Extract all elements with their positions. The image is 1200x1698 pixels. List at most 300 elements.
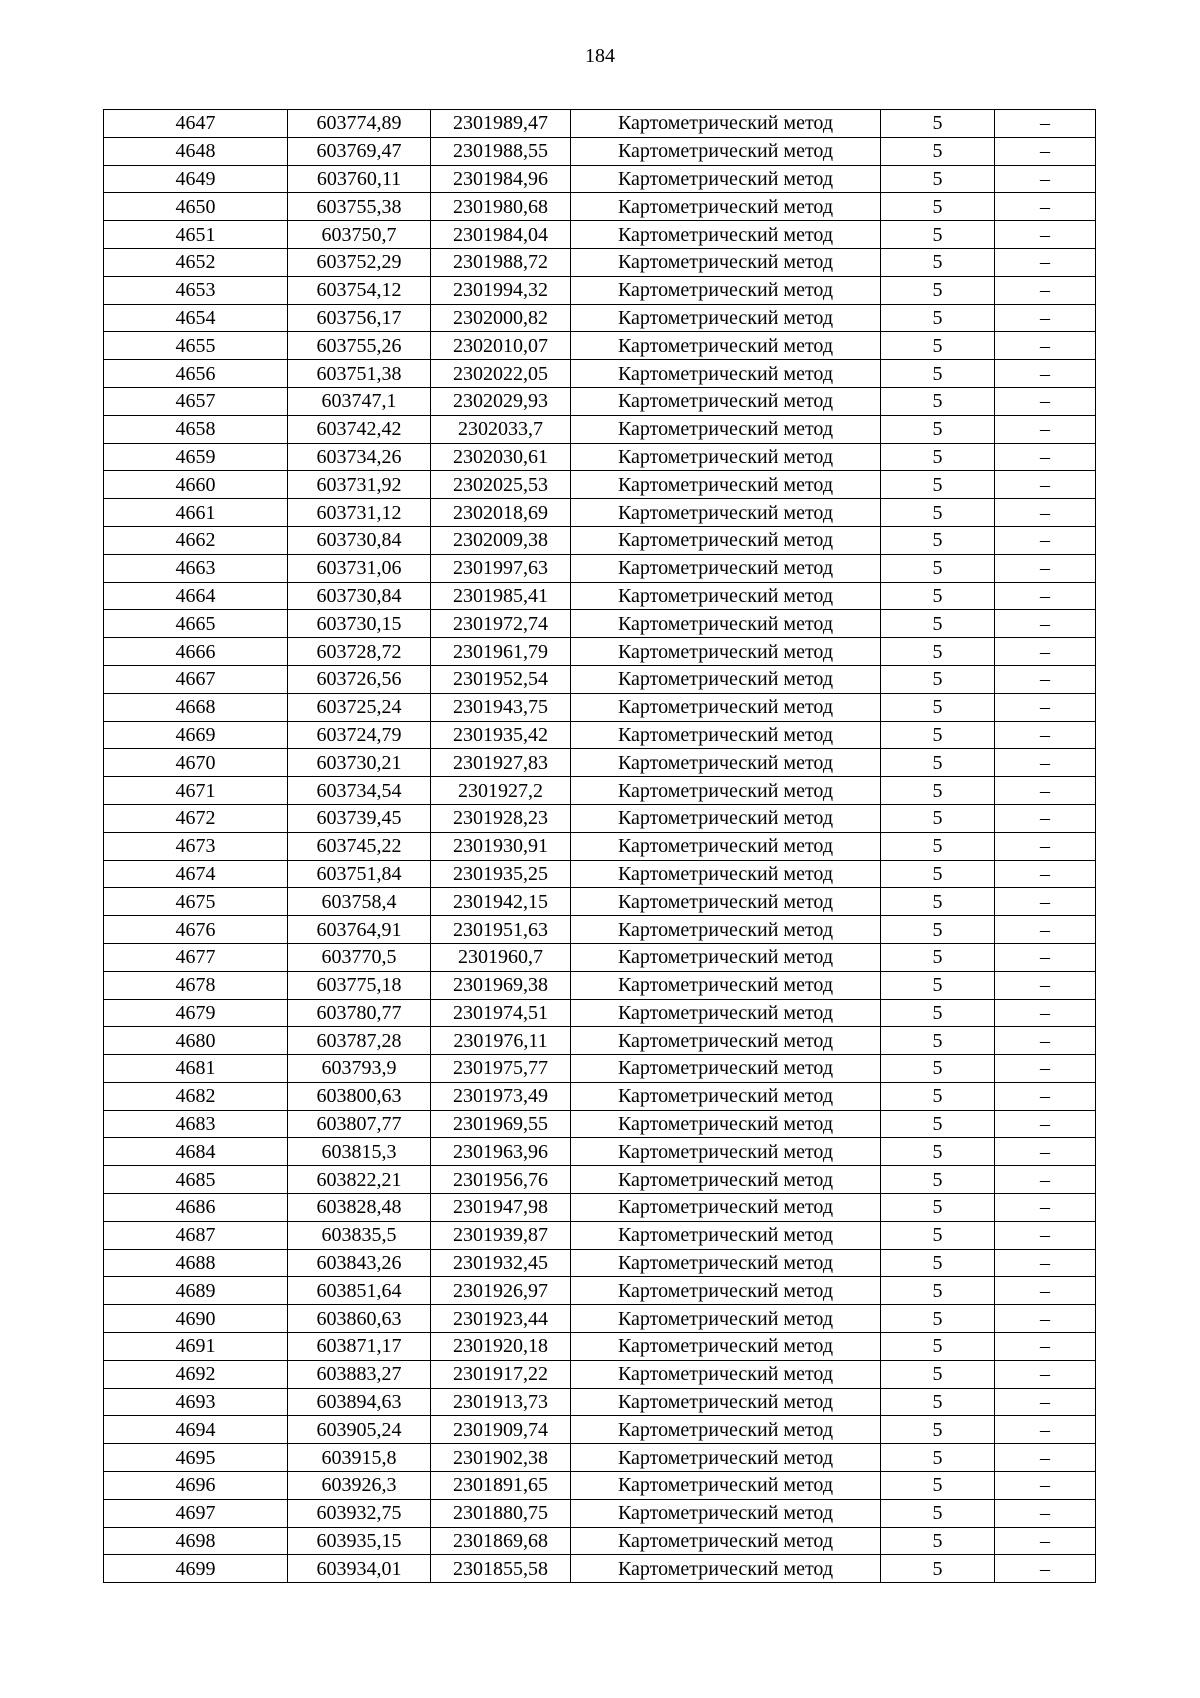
note-cell: – <box>995 1444 1096 1472</box>
method-cell: Картометрический метод <box>571 1444 881 1472</box>
note-cell: – <box>995 749 1096 777</box>
note-cell: – <box>995 526 1096 554</box>
table-row <box>104 193 1096 221</box>
point-number-cell: 4659 <box>104 443 288 471</box>
accuracy-cell: 5 <box>881 526 995 554</box>
accuracy-cell: 5 <box>881 1110 995 1138</box>
table-row <box>104 721 1096 749</box>
x-coordinate-cell: 603871,17 <box>288 1333 431 1361</box>
table-row <box>104 999 1096 1027</box>
accuracy-cell: 5 <box>881 1277 995 1305</box>
accuracy-cell: 5 <box>881 360 995 388</box>
method-cell: Картометрический метод <box>571 804 881 832</box>
method-cell: Картометрический метод <box>571 1416 881 1444</box>
y-coordinate-cell: 2301926,97 <box>431 1277 571 1305</box>
note-cell: – <box>995 471 1096 499</box>
point-number-cell: 4662 <box>104 526 288 554</box>
note-cell: – <box>995 1110 1096 1138</box>
x-coordinate-cell: 603747,1 <box>288 387 431 415</box>
table-row <box>104 221 1096 249</box>
note-cell: – <box>995 554 1096 582</box>
y-coordinate-cell: 2301880,75 <box>431 1499 571 1527</box>
x-coordinate-cell: 603724,79 <box>288 721 431 749</box>
x-coordinate-cell: 603780,77 <box>288 999 431 1027</box>
table-row <box>104 1388 1096 1416</box>
accuracy-cell: 5 <box>881 693 995 721</box>
note-cell: – <box>995 137 1096 165</box>
accuracy-cell: 5 <box>881 1444 995 1472</box>
accuracy-cell: 5 <box>881 471 995 499</box>
x-coordinate-cell: 603807,77 <box>288 1110 431 1138</box>
x-coordinate-cell: 603755,26 <box>288 332 431 360</box>
note-cell: – <box>995 582 1096 610</box>
method-cell: Картометрический метод <box>571 110 881 138</box>
x-coordinate-cell: 603934,01 <box>288 1555 431 1583</box>
table-row <box>104 1360 1096 1388</box>
point-number-cell: 4692 <box>104 1360 288 1388</box>
x-coordinate-cell: 603730,15 <box>288 610 431 638</box>
note-cell: – <box>995 1499 1096 1527</box>
accuracy-cell: 5 <box>881 276 995 304</box>
y-coordinate-cell: 2301980,68 <box>431 193 571 221</box>
y-coordinate-cell: 2302000,82 <box>431 304 571 332</box>
note-cell: – <box>995 1555 1096 1583</box>
note-cell: – <box>995 943 1096 971</box>
table-row <box>104 1527 1096 1555</box>
y-coordinate-cell: 2301963,96 <box>431 1138 571 1166</box>
note-cell: – <box>995 665 1096 693</box>
method-cell: Картометрический метод <box>571 1055 881 1083</box>
y-coordinate-cell: 2301974,51 <box>431 999 571 1027</box>
x-coordinate-cell: 603758,4 <box>288 888 431 916</box>
table-row <box>104 360 1096 388</box>
method-cell: Картометрический метод <box>571 1472 881 1500</box>
point-number-cell: 4668 <box>104 693 288 721</box>
point-number-cell: 4672 <box>104 804 288 832</box>
method-cell: Картометрический метод <box>571 888 881 916</box>
accuracy-cell: 5 <box>881 1388 995 1416</box>
method-cell: Картометрический метод <box>571 1138 881 1166</box>
method-cell: Картометрический метод <box>571 193 881 221</box>
table-row <box>104 1472 1096 1500</box>
accuracy-cell: 5 <box>881 221 995 249</box>
y-coordinate-cell: 2302009,38 <box>431 526 571 554</box>
accuracy-cell: 5 <box>881 1194 995 1222</box>
point-number-cell: 4682 <box>104 1082 288 1110</box>
note-cell: – <box>995 415 1096 443</box>
y-coordinate-cell: 2301975,77 <box>431 1055 571 1083</box>
y-coordinate-cell: 2301985,41 <box>431 582 571 610</box>
table-row <box>104 1082 1096 1110</box>
point-number-cell: 4652 <box>104 248 288 276</box>
y-coordinate-cell: 2301951,63 <box>431 916 571 944</box>
y-coordinate-cell: 2301869,68 <box>431 1527 571 1555</box>
y-coordinate-cell: 2301988,72 <box>431 248 571 276</box>
y-coordinate-cell: 2301928,23 <box>431 804 571 832</box>
method-cell: Картометрический метод <box>571 1333 881 1361</box>
x-coordinate-cell: 603728,72 <box>288 638 431 666</box>
y-coordinate-cell: 2302030,61 <box>431 443 571 471</box>
y-coordinate-cell: 2302025,53 <box>431 471 571 499</box>
y-coordinate-cell: 2301972,74 <box>431 610 571 638</box>
note-cell: – <box>995 1082 1096 1110</box>
note-cell: – <box>995 860 1096 888</box>
accuracy-cell: 5 <box>881 1166 995 1194</box>
note-cell: – <box>995 276 1096 304</box>
method-cell: Картометрический метод <box>571 860 881 888</box>
table-row <box>104 110 1096 138</box>
x-coordinate-cell: 603851,64 <box>288 1277 431 1305</box>
method-cell: Картометрический метод <box>571 916 881 944</box>
table-row <box>104 860 1096 888</box>
method-cell: Картометрический метод <box>571 1082 881 1110</box>
table-row <box>104 471 1096 499</box>
x-coordinate-cell: 603731,06 <box>288 554 431 582</box>
method-cell: Картометрический метод <box>571 693 881 721</box>
method-cell: Картометрический метод <box>571 276 881 304</box>
accuracy-cell: 5 <box>881 193 995 221</box>
note-cell: – <box>995 221 1096 249</box>
point-number-cell: 4651 <box>104 221 288 249</box>
accuracy-cell: 5 <box>881 499 995 527</box>
table-row <box>104 693 1096 721</box>
note-cell: – <box>995 360 1096 388</box>
y-coordinate-cell: 2301909,74 <box>431 1416 571 1444</box>
method-cell: Картометрический метод <box>571 1194 881 1222</box>
point-number-cell: 4680 <box>104 1027 288 1055</box>
accuracy-cell: 5 <box>881 638 995 666</box>
point-number-cell: 4675 <box>104 888 288 916</box>
y-coordinate-cell: 2301935,42 <box>431 721 571 749</box>
accuracy-cell: 5 <box>881 1221 995 1249</box>
x-coordinate-cell: 603828,48 <box>288 1194 431 1222</box>
note-cell: – <box>995 1527 1096 1555</box>
accuracy-cell: 5 <box>881 1472 995 1500</box>
point-number-cell: 4656 <box>104 360 288 388</box>
table-row <box>104 804 1096 832</box>
table-row <box>104 1499 1096 1527</box>
point-number-cell: 4686 <box>104 1194 288 1222</box>
point-number-cell: 4663 <box>104 554 288 582</box>
note-cell: – <box>995 777 1096 805</box>
table-row <box>104 582 1096 610</box>
table-row <box>104 1249 1096 1277</box>
y-coordinate-cell: 2301891,65 <box>431 1472 571 1500</box>
y-coordinate-cell: 2301943,75 <box>431 693 571 721</box>
note-cell: – <box>995 248 1096 276</box>
table-row <box>104 415 1096 443</box>
accuracy-cell: 5 <box>881 1055 995 1083</box>
table-row <box>104 1027 1096 1055</box>
table-row <box>104 888 1096 916</box>
note-cell: – <box>995 1333 1096 1361</box>
accuracy-cell: 5 <box>881 1555 995 1583</box>
y-coordinate-cell: 2301969,38 <box>431 971 571 999</box>
page-number: 184 <box>585 45 615 67</box>
table-row <box>104 1333 1096 1361</box>
point-number-cell: 4673 <box>104 832 288 860</box>
y-coordinate-cell: 2301976,11 <box>431 1027 571 1055</box>
point-number-cell: 4679 <box>104 999 288 1027</box>
y-coordinate-cell: 2301973,49 <box>431 1082 571 1110</box>
x-coordinate-cell: 603751,84 <box>288 860 431 888</box>
note-cell: – <box>995 1138 1096 1166</box>
accuracy-cell: 5 <box>881 1249 995 1277</box>
accuracy-cell: 5 <box>881 749 995 777</box>
table-row <box>104 665 1096 693</box>
x-coordinate-cell: 603764,91 <box>288 916 431 944</box>
accuracy-cell: 5 <box>881 971 995 999</box>
accuracy-cell: 5 <box>881 832 995 860</box>
coordinates-table <box>103 109 1096 1583</box>
point-number-cell: 4649 <box>104 165 288 193</box>
x-coordinate-cell: 603769,47 <box>288 137 431 165</box>
x-coordinate-cell: 603731,12 <box>288 499 431 527</box>
y-coordinate-cell: 2301952,54 <box>431 665 571 693</box>
method-cell: Картометрический метод <box>571 471 881 499</box>
x-coordinate-cell: 603751,38 <box>288 360 431 388</box>
point-number-cell: 4669 <box>104 721 288 749</box>
x-coordinate-cell: 603926,3 <box>288 1472 431 1500</box>
x-coordinate-cell: 603734,54 <box>288 777 431 805</box>
method-cell: Картометрический метод <box>571 1360 881 1388</box>
x-coordinate-cell: 603726,56 <box>288 665 431 693</box>
x-coordinate-cell: 603915,8 <box>288 1444 431 1472</box>
point-number-cell: 4697 <box>104 1499 288 1527</box>
y-coordinate-cell: 2301984,96 <box>431 165 571 193</box>
note-cell: – <box>995 304 1096 332</box>
accuracy-cell: 5 <box>881 943 995 971</box>
accuracy-cell: 5 <box>881 248 995 276</box>
note-cell: – <box>995 332 1096 360</box>
point-number-cell: 4683 <box>104 1110 288 1138</box>
y-coordinate-cell: 2301956,76 <box>431 1166 571 1194</box>
x-coordinate-cell: 603730,21 <box>288 749 431 777</box>
note-cell: – <box>995 1472 1096 1500</box>
accuracy-cell: 5 <box>881 304 995 332</box>
method-cell: Картометрический метод <box>571 582 881 610</box>
method-cell: Картометрический метод <box>571 638 881 666</box>
y-coordinate-cell: 2301913,73 <box>431 1388 571 1416</box>
table-row <box>104 1138 1096 1166</box>
point-number-cell: 4665 <box>104 610 288 638</box>
x-coordinate-cell: 603883,27 <box>288 1360 431 1388</box>
y-coordinate-cell: 2301969,55 <box>431 1110 571 1138</box>
table-row <box>104 638 1096 666</box>
accuracy-cell: 5 <box>881 1499 995 1527</box>
point-number-cell: 4684 <box>104 1138 288 1166</box>
note-cell: – <box>995 443 1096 471</box>
accuracy-cell: 5 <box>881 110 995 138</box>
note-cell: – <box>995 610 1096 638</box>
x-coordinate-cell: 603835,5 <box>288 1221 431 1249</box>
y-coordinate-cell: 2301855,58 <box>431 1555 571 1583</box>
note-cell: – <box>995 1277 1096 1305</box>
method-cell: Картометрический метод <box>571 387 881 415</box>
method-cell: Картометрический метод <box>571 1555 881 1583</box>
y-coordinate-cell: 2301942,15 <box>431 888 571 916</box>
y-coordinate-cell: 2301927,2 <box>431 777 571 805</box>
method-cell: Картометрический метод <box>571 1277 881 1305</box>
table-row <box>104 304 1096 332</box>
accuracy-cell: 5 <box>881 332 995 360</box>
point-number-cell: 4670 <box>104 749 288 777</box>
coordinates-table-body <box>104 110 1096 1583</box>
x-coordinate-cell: 603860,63 <box>288 1305 431 1333</box>
note-cell: – <box>995 804 1096 832</box>
note-cell: – <box>995 387 1096 415</box>
x-coordinate-cell: 603770,5 <box>288 943 431 971</box>
note-cell: – <box>995 1416 1096 1444</box>
x-coordinate-cell: 603932,75 <box>288 1499 431 1527</box>
point-number-cell: 4691 <box>104 1333 288 1361</box>
x-coordinate-cell: 603755,38 <box>288 193 431 221</box>
method-cell: Картометрический метод <box>571 304 881 332</box>
y-coordinate-cell: 2301984,04 <box>431 221 571 249</box>
x-coordinate-cell: 603894,63 <box>288 1388 431 1416</box>
note-cell: – <box>995 1305 1096 1333</box>
note-cell: – <box>995 165 1096 193</box>
x-coordinate-cell: 603775,18 <box>288 971 431 999</box>
table-row <box>104 387 1096 415</box>
method-cell: Картометрический метод <box>571 749 881 777</box>
x-coordinate-cell: 603756,17 <box>288 304 431 332</box>
y-coordinate-cell: 2301917,22 <box>431 1360 571 1388</box>
table-row <box>104 499 1096 527</box>
method-cell: Картометрический метод <box>571 665 881 693</box>
y-coordinate-cell: 2302018,69 <box>431 499 571 527</box>
y-coordinate-cell: 2301960,7 <box>431 943 571 971</box>
method-cell: Картометрический метод <box>571 721 881 749</box>
point-number-cell: 4693 <box>104 1388 288 1416</box>
table-row <box>104 1221 1096 1249</box>
method-cell: Картометрический метод <box>571 443 881 471</box>
method-cell: Картометрический метод <box>571 1166 881 1194</box>
accuracy-cell: 5 <box>881 999 995 1027</box>
point-number-cell: 4667 <box>104 665 288 693</box>
accuracy-cell: 5 <box>881 1305 995 1333</box>
x-coordinate-cell: 603935,15 <box>288 1527 431 1555</box>
method-cell: Картометрический метод <box>571 1305 881 1333</box>
table-row <box>104 777 1096 805</box>
y-coordinate-cell: 2302010,07 <box>431 332 571 360</box>
note-cell: – <box>995 693 1096 721</box>
x-coordinate-cell: 603905,24 <box>288 1416 431 1444</box>
table-row <box>104 749 1096 777</box>
accuracy-cell: 5 <box>881 888 995 916</box>
accuracy-cell: 5 <box>881 1138 995 1166</box>
point-number-cell: 4689 <box>104 1277 288 1305</box>
x-coordinate-cell: 603760,11 <box>288 165 431 193</box>
accuracy-cell: 5 <box>881 804 995 832</box>
point-number-cell: 4671 <box>104 777 288 805</box>
y-coordinate-cell: 2301935,25 <box>431 860 571 888</box>
method-cell: Картометрический метод <box>571 971 881 999</box>
point-number-cell: 4661 <box>104 499 288 527</box>
point-number-cell: 4655 <box>104 332 288 360</box>
note-cell: – <box>995 638 1096 666</box>
point-number-cell: 4678 <box>104 971 288 999</box>
x-coordinate-cell: 603745,22 <box>288 832 431 860</box>
table-row <box>104 1110 1096 1138</box>
method-cell: Картометрический метод <box>571 248 881 276</box>
method-cell: Картометрический метод <box>571 415 881 443</box>
note-cell: – <box>995 1027 1096 1055</box>
x-coordinate-cell: 603742,42 <box>288 415 431 443</box>
y-coordinate-cell: 2301932,45 <box>431 1249 571 1277</box>
accuracy-cell: 5 <box>881 1082 995 1110</box>
y-coordinate-cell: 2302033,7 <box>431 415 571 443</box>
table-row <box>104 1305 1096 1333</box>
point-number-cell: 4688 <box>104 1249 288 1277</box>
accuracy-cell: 5 <box>881 777 995 805</box>
table-row <box>104 526 1096 554</box>
y-coordinate-cell: 2301927,83 <box>431 749 571 777</box>
y-coordinate-cell: 2301961,79 <box>431 638 571 666</box>
method-cell: Картометрический метод <box>571 360 881 388</box>
point-number-cell: 4660 <box>104 471 288 499</box>
table-row <box>104 832 1096 860</box>
point-number-cell: 4685 <box>104 1166 288 1194</box>
accuracy-cell: 5 <box>881 165 995 193</box>
accuracy-cell: 5 <box>881 137 995 165</box>
method-cell: Картометрический метод <box>571 137 881 165</box>
method-cell: Картометрический метод <box>571 832 881 860</box>
accuracy-cell: 5 <box>881 1416 995 1444</box>
note-cell: – <box>995 1249 1096 1277</box>
note-cell: – <box>995 916 1096 944</box>
x-coordinate-cell: 603815,3 <box>288 1138 431 1166</box>
method-cell: Картометрический метод <box>571 777 881 805</box>
accuracy-cell: 5 <box>881 415 995 443</box>
note-cell: – <box>995 1388 1096 1416</box>
point-number-cell: 4690 <box>104 1305 288 1333</box>
note-cell: – <box>995 999 1096 1027</box>
method-cell: Картометрический метод <box>571 554 881 582</box>
x-coordinate-cell: 603739,45 <box>288 804 431 832</box>
x-coordinate-cell: 603725,24 <box>288 693 431 721</box>
method-cell: Картометрический метод <box>571 332 881 360</box>
method-cell: Картометрический метод <box>571 610 881 638</box>
y-coordinate-cell: 2301923,44 <box>431 1305 571 1333</box>
x-coordinate-cell: 603750,7 <box>288 221 431 249</box>
point-number-cell: 4696 <box>104 1472 288 1500</box>
accuracy-cell: 5 <box>881 610 995 638</box>
table-row <box>104 1166 1096 1194</box>
y-coordinate-cell: 2301994,32 <box>431 276 571 304</box>
note-cell: – <box>995 1360 1096 1388</box>
point-number-cell: 4698 <box>104 1527 288 1555</box>
method-cell: Картометрический метод <box>571 499 881 527</box>
method-cell: Картометрический метод <box>571 1499 881 1527</box>
table-row <box>104 1416 1096 1444</box>
method-cell: Картометрический метод <box>571 1388 881 1416</box>
x-coordinate-cell: 603787,28 <box>288 1027 431 1055</box>
accuracy-cell: 5 <box>881 1333 995 1361</box>
method-cell: Картометрический метод <box>571 943 881 971</box>
point-number-cell: 4676 <box>104 916 288 944</box>
accuracy-cell: 5 <box>881 665 995 693</box>
table-row <box>104 610 1096 638</box>
point-number-cell: 4694 <box>104 1416 288 1444</box>
method-cell: Картометрический метод <box>571 1027 881 1055</box>
accuracy-cell: 5 <box>881 582 995 610</box>
y-coordinate-cell: 2301939,87 <box>431 1221 571 1249</box>
point-number-cell: 4687 <box>104 1221 288 1249</box>
y-coordinate-cell: 2301988,55 <box>431 137 571 165</box>
table-row <box>104 137 1096 165</box>
x-coordinate-cell: 603731,92 <box>288 471 431 499</box>
